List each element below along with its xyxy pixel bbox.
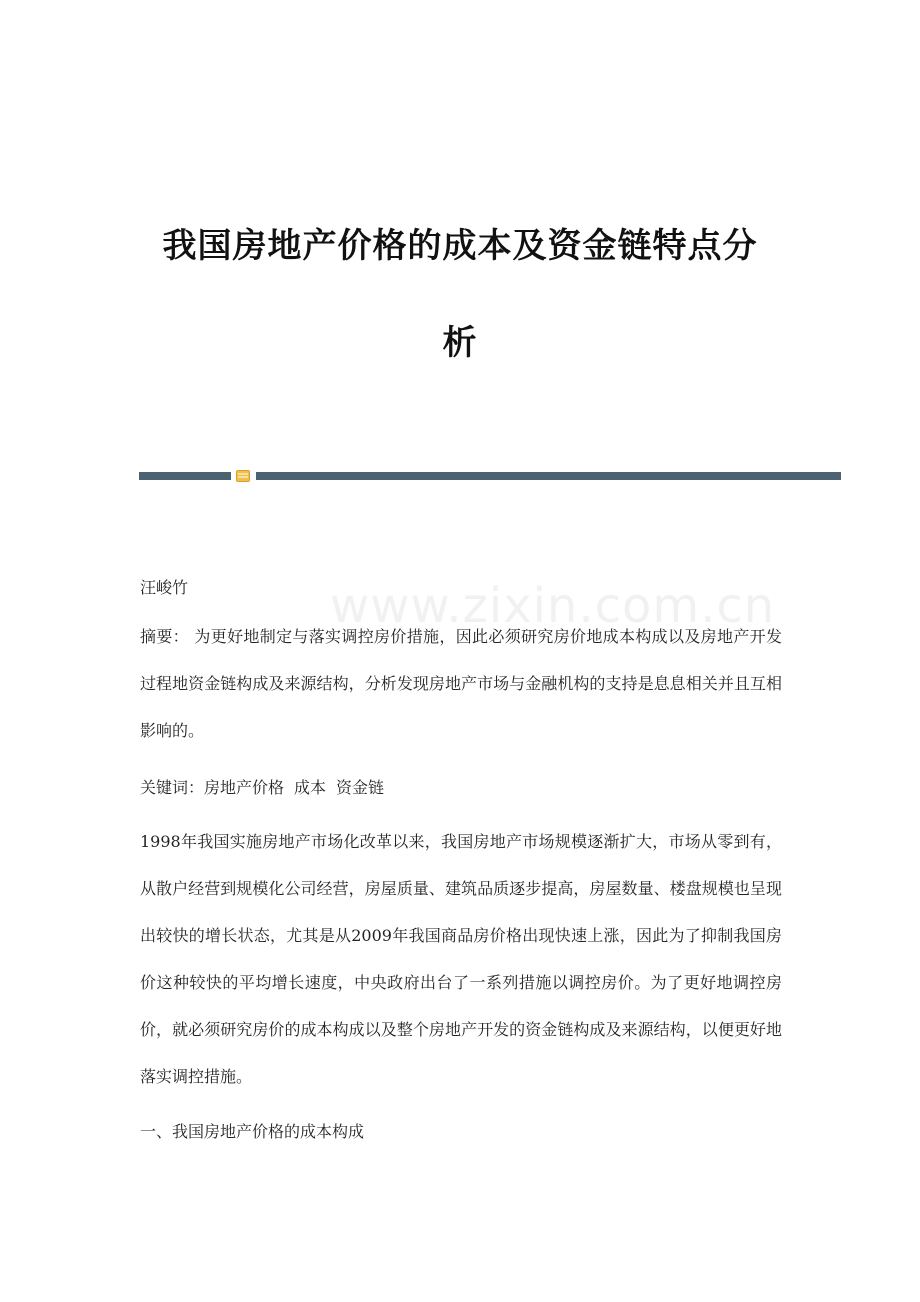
body-paragraph: 1998年我国实施房地产市场化改革以来，我国房地产市场规模逐渐扩大，市场从零到有，从散户经营到规模化公司经营，房屋质量、建筑品质逐步提高，房屋数量、楼盘规模也呈现出较快的增长状态，尤其是从2009年我国商品房价格出现快速上涨，因此为了抑制我国房价这种较快的平均增长速度，中央政府出台了一系列措施以调控房价。为了更好地调控房价，就必须研究房价的成本构成以及整个房地产开发的资金链构成及来源结构，以便更好地落实调控措施。 [140, 832, 782, 1086]
document-title-line-1: 我国房地产价格的成本及资金链特点分 [162, 226, 758, 266]
author-name: 汪峻竹 [140, 578, 189, 597]
divider-bar-right [256, 472, 841, 480]
divider-ornament-icon [236, 470, 250, 482]
abstract-paragraph: 摘要： 为更好地制定与落实调控房价措施，因此必须研究房价地成本构成以及房地产开发过程地资金链构成及来源结构，分析发现房地产市场与金融机构的支持是息息相关并且互相影响的。 [140, 627, 782, 740]
keyword: 房地产价格 [204, 778, 285, 797]
section-heading: 一、我国房地产价格的成本构成 [140, 1122, 365, 1141]
document-title-line-2: 析 [442, 323, 478, 363]
keyword: 资金链 [336, 778, 385, 797]
keyword: 成本 [294, 778, 327, 797]
title-divider [139, 470, 841, 482]
keywords-line [140, 764, 782, 811]
watermark: www.zixin.com.cn [330, 578, 776, 634]
divider-bar-left [139, 472, 231, 480]
keywords-label: 关键词： [140, 778, 205, 797]
